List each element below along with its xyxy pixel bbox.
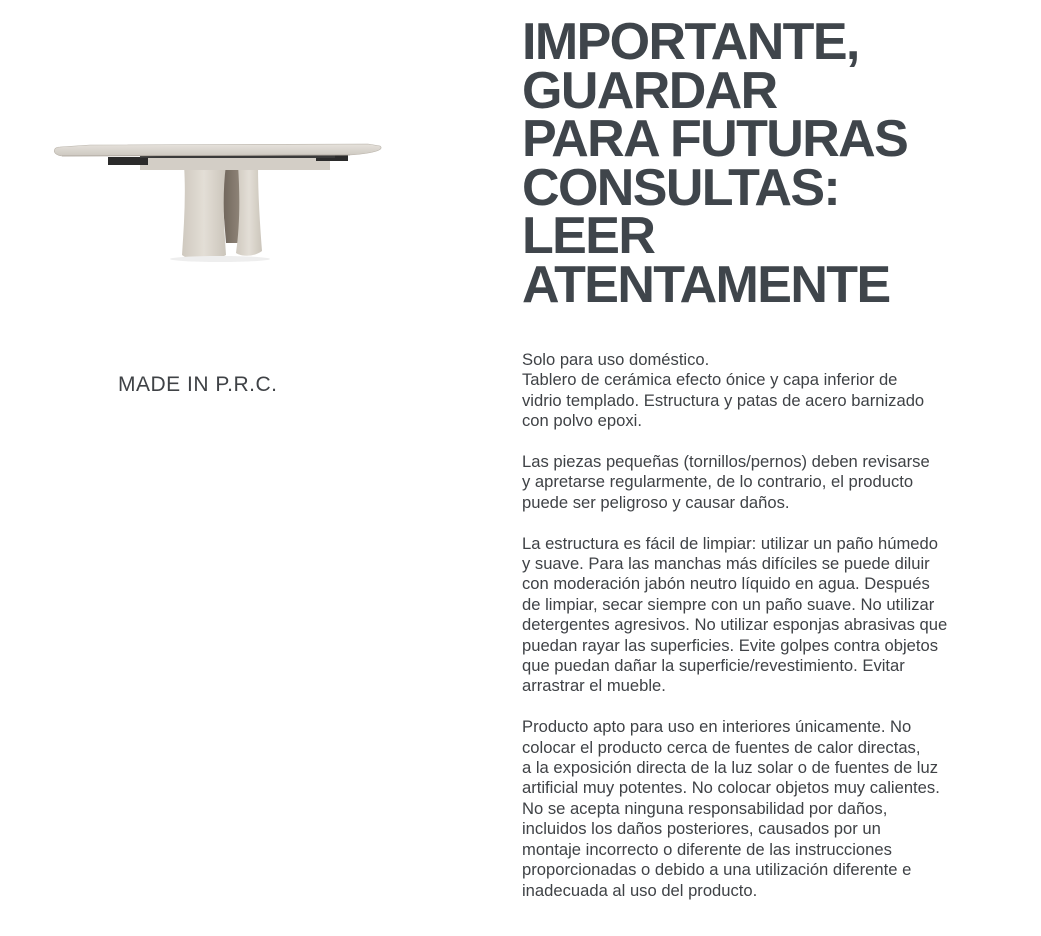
- text-line: con polvo epoxi.: [522, 411, 642, 431]
- text-line: montaje incorrecto o diferente de las instrucciones: [522, 839, 892, 859]
- text-line: La estructura es fácil de limpiar: utilizar un paño húmedo: [522, 533, 938, 553]
- text-line: que puedan dañar la superficie/revestimiento. Evitar: [522, 656, 905, 676]
- origin-label: MADE IN P.R.C.: [118, 373, 278, 396]
- text-line: Solo para uso doméstico.: [522, 350, 710, 369]
- text-line: colocar el producto cerca de fuentes de calor directas,: [522, 737, 921, 757]
- text-line: puedan rayar las superficies. Evite golpes contra objetos: [522, 635, 939, 655]
- product-image: [50, 135, 385, 265]
- text-line: incluidos los daños posteriores, causados por un: [522, 819, 881, 839]
- text-line: y apretarse regularmente, de lo contrario, el producto: [522, 472, 914, 492]
- title-line: GUARDAR: [522, 61, 777, 120]
- text-line: vidrio templado. Estructura y patas de acero barnizado: [522, 390, 925, 410]
- title-line: PARA FUTURAS: [522, 110, 908, 168]
- cleaning-paragraph: [522, 534, 1022, 697]
- text-line: con moderación jabón neutro líquido en agua. Después: [522, 574, 930, 594]
- text-line: de limpiar, secar siempre con un paño suave. No utilizar: [522, 594, 935, 614]
- title-line: LEER: [522, 207, 655, 265]
- title-line: IMPORTANTE,: [522, 13, 859, 71]
- title-line: CONSULTAS:: [522, 158, 840, 217]
- text-line: No se acepta ninguna responsabilidad por daños,: [522, 798, 888, 818]
- text-line: artificial muy potentes. No colocar objetos muy calientes.: [522, 778, 940, 798]
- text-line: arrastrar el mueble.: [522, 676, 666, 696]
- text-line: Tablero de cerámica efecto ónice y capa inferior de: [522, 370, 898, 390]
- extendable-dining-table-image: [50, 135, 385, 265]
- text-line: Producto apto para uso en interiores únicamente. No: [522, 717, 912, 737]
- page-title: [522, 13, 1022, 314]
- maintenance-paragraph: [522, 452, 1022, 513]
- text-line: detergentes agresivos. No utilizar esponjas abrasivas que: [522, 615, 948, 635]
- warnings-paragraph: [522, 717, 1022, 901]
- text-line: inadecuada al uso del producto.: [522, 880, 758, 900]
- usage-paragraph: [522, 350, 1022, 432]
- text-line: Las piezas pequeñas (tornillos/pernos) deben revisarse: [522, 452, 930, 472]
- text-line: proporcionadas o debido a una utilización diferente e: [522, 860, 912, 880]
- text-line: puede ser peligroso y causar daños.: [522, 492, 790, 512]
- instructions-body: [522, 350, 1022, 901]
- text-line: a la exposición directa de la luz solar o de fuentes de luz: [522, 758, 939, 778]
- text-line: y suave. Para las manchas más difíciles se puede diluir: [522, 554, 930, 574]
- title-line: ATENTAMENTE: [522, 255, 890, 314]
